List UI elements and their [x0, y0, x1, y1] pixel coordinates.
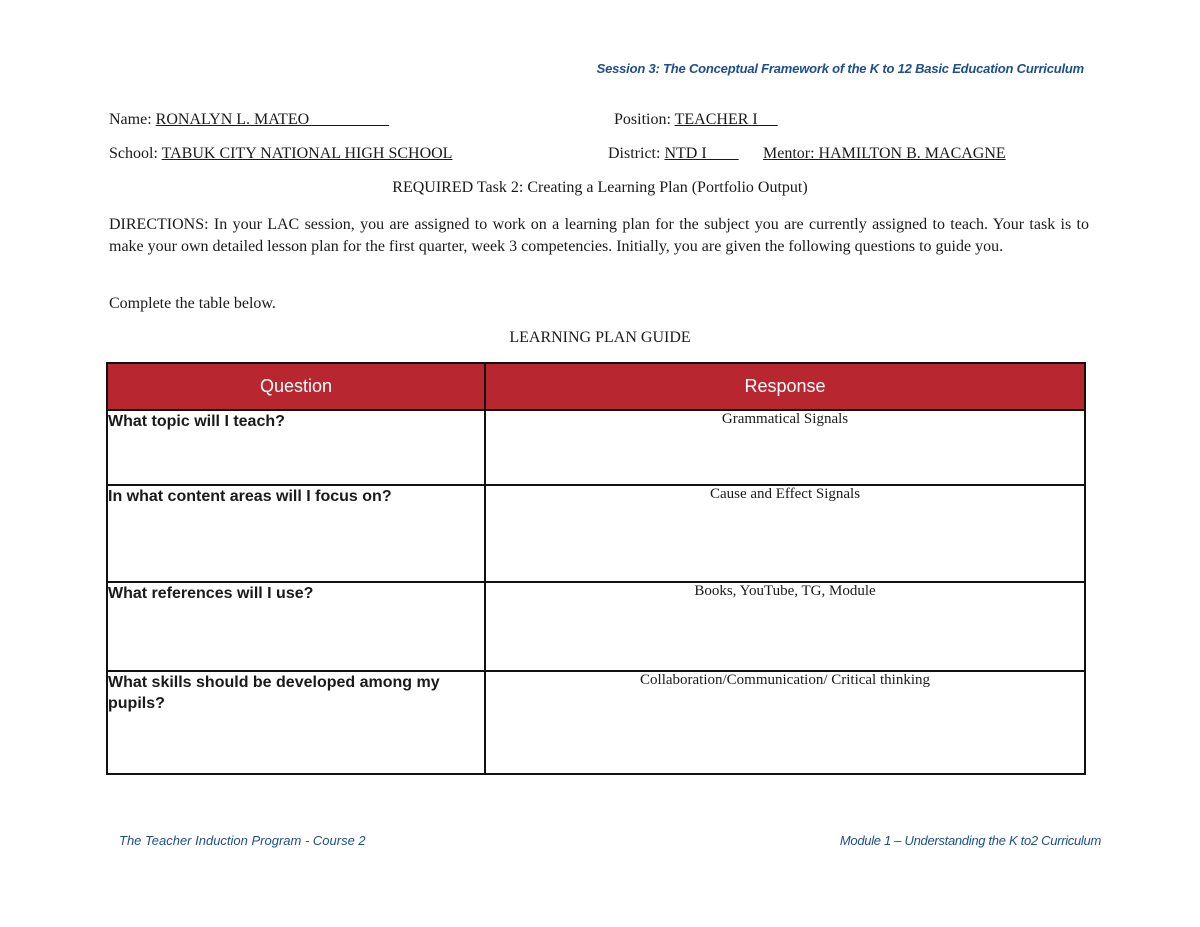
position-label: Position: [614, 111, 675, 128]
school-value: TABUK CITY NATIONAL HIGH SCHOOL [161, 145, 453, 162]
column-header-response: Response [485, 363, 1085, 410]
table-row [107, 582, 1085, 671]
response-cell[interactable]: Books, YouTube, TG, Module [485, 582, 1085, 671]
table-header-row [107, 363, 1085, 410]
table-row [107, 671, 1085, 774]
district-value: NTD I [664, 145, 739, 162]
directions-paragraph: DIRECTIONS: In your LAC session, you are assigned to work on a learning plan for the subject you are currently assigned to teach. Your task is to make your own detailed lesson plan for the first quarter, week 3 competencies. Initially, you are given the following questions to guide you. [109, 216, 1089, 255]
table-row [107, 485, 1085, 582]
complete-instruction: Complete the table below. [109, 295, 276, 312]
district-label: District: [608, 145, 665, 162]
task-title: REQUIRED Task 2: Creating a Learning Plan (Portfolio Output) [392, 179, 808, 196]
mentor-value: Mentor: HAMILTON B. MACAGNE [763, 145, 1006, 162]
response-cell[interactable]: Collaboration/Communication/ Critical thinking [485, 671, 1085, 774]
learning-plan-guide-title: LEARNING PLAN GUIDE [509, 329, 691, 346]
session-header-title: Session 3: The Conceptual Framework of the K to 12 Basic Education Curriculum [596, 61, 1084, 76]
question-cell: What references will I use? [107, 582, 485, 671]
name-label: Name: [109, 111, 156, 128]
column-header-question: Question [107, 363, 485, 410]
table-row [107, 410, 1085, 485]
school-line [109, 145, 452, 163]
district-line [608, 145, 739, 163]
learning-plan-table [106, 362, 1086, 775]
name-value: RONALYN L. MATEO [155, 111, 390, 128]
question-cell: In what content areas will I focus on? [107, 485, 485, 582]
question-cell: What topic will I teach? [107, 410, 485, 485]
question-cell: What skills should be developed among my pupils? [107, 671, 485, 774]
position-line [614, 111, 778, 129]
footer-course-title: The Teacher Induction Program - Course 2 [119, 833, 366, 848]
name-line [109, 111, 389, 129]
position-value: TEACHER I [674, 111, 778, 128]
footer-module-title: Module 1 – Understanding the K to2 Curriculum [839, 833, 1101, 848]
school-label: School: [109, 145, 162, 162]
response-cell[interactable]: Grammatical Signals [485, 410, 1085, 485]
response-cell[interactable]: Cause and Effect Signals [485, 485, 1085, 582]
